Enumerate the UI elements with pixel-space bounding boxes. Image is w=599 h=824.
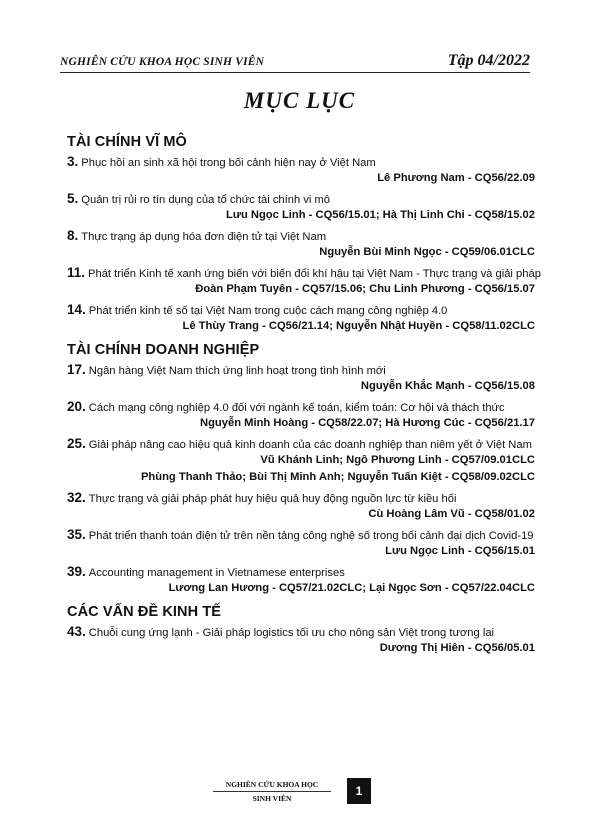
entry-title: Thực trạng áp dụng hóa đơn điện tử tại Việt Nam xyxy=(81,231,327,243)
toc-entry xyxy=(67,623,535,657)
entry-title: Quản trị rủi ro tín dụng của tổ chức tài chính vi mô xyxy=(81,194,331,206)
entry-title: Phát triển thanh toán điện tử trên nền tảng công nghệ số trong bối cảnh đại dịch Covid-19 xyxy=(88,530,534,542)
entry-authors: Phùng Thanh Thảo; Bùi Thị Minh Anh; Nguyễn Tuấn Kiệt - CQ58/09.02CLC xyxy=(140,471,535,483)
entry-authors: Lương Lan Hương - CQ57/21.02CLC; Lại Ngọc Sơn - CQ57/22.04CLC xyxy=(168,582,535,594)
table-of-contents xyxy=(67,131,541,660)
entry-title-line xyxy=(67,526,535,543)
entry-authors: Nguyễn Khắc Mạnh - CQ56/15.08 xyxy=(360,380,535,392)
entry-authors: Vũ Khánh Linh; Ngô Phương Linh - CQ57/09.01CLC xyxy=(260,454,535,466)
entry-page-number: 8. xyxy=(67,228,79,243)
entry-page-number: 11. xyxy=(67,265,86,280)
footer-journal-name xyxy=(213,779,331,804)
entry-title-line xyxy=(67,264,541,281)
entry-title-line xyxy=(67,153,535,170)
journal-name: NGHIÊN CỨU KHOA HỌC SINH VIÊN xyxy=(60,56,265,68)
header-divider xyxy=(60,72,530,73)
section-heading: TÀI CHÍNH DOANH NGHIỆP xyxy=(67,342,260,358)
toc-entry xyxy=(67,153,535,187)
entry-title: Phục hồi an sinh xã hội trong bối cảnh hiện nay ở Việt Nam xyxy=(81,157,376,169)
entry-authors: Lê Thùy Trang - CQ56/21.14; Nguyễn Nhật Huyền - CQ58/11.02CLC xyxy=(182,320,535,332)
page-number: 1 xyxy=(347,778,371,804)
toc-entry xyxy=(67,301,535,335)
entry-authors: Lê Phương Nam - CQ56/22.09 xyxy=(377,172,535,184)
entry-page-number: 14. xyxy=(67,302,86,317)
entry-authors: Nguyễn Bùi Minh Ngọc - CQ59/06.01CLC xyxy=(319,246,535,258)
footer-line-2: SINH VIÊN xyxy=(252,794,292,803)
entry-title: Giải pháp nâng cao hiệu quả kinh doanh của các doanh nghiệp than niêm yết ở Việt Nam xyxy=(88,439,532,451)
entry-page-number: 17. xyxy=(67,362,86,377)
entry-title-line xyxy=(67,227,535,244)
entry-authors: Dương Thị Hiên - CQ56/05.01 xyxy=(379,642,535,654)
entry-page-number: 39. xyxy=(67,564,86,579)
section-heading: CÁC VẤN ĐỀ KINH TẾ xyxy=(67,604,222,620)
entry-title: Ngân hàng Việt Nam thích ứng linh hoạt trong tình hình mới xyxy=(88,365,386,377)
entry-title-line xyxy=(67,190,535,207)
entry-page-number: 5. xyxy=(67,191,79,206)
entry-title-line xyxy=(67,489,535,506)
footer-line-1: NGHIÊN CỨU KHOA HỌC xyxy=(213,779,331,792)
entry-title-line xyxy=(67,623,535,640)
toc-entry xyxy=(67,227,535,261)
running-header xyxy=(60,52,530,74)
section-heading: TÀI CHÍNH VĨ MÔ xyxy=(67,134,187,150)
entry-title: Thực trạng và giải pháp phát huy hiệu quả huy động nguồn lực từ kiều hối xyxy=(88,493,457,505)
volume-label: Tập 04/2022 xyxy=(447,52,530,69)
page-title: MỤC LỤC xyxy=(243,88,356,113)
entry-title-line xyxy=(67,361,535,378)
entry-title: Cách mạng công nghiệp 4.0 đối với ngành kế toán, kiểm toán: Cơ hội và thách thức xyxy=(88,402,505,414)
entry-authors: Lưu Ngọc Linh - CQ56/15.01 xyxy=(385,545,535,557)
entry-authors: Cù Hoàng Lâm Vũ - CQ58/01.02 xyxy=(368,508,535,520)
entry-title-line xyxy=(67,563,535,580)
toc-entry xyxy=(67,489,535,523)
entry-title-line xyxy=(67,435,535,452)
entry-page-number: 43. xyxy=(67,624,86,639)
entry-title: Chuỗi cung ứng lạnh - Giải pháp logistics tối ưu cho nông sản Việt trong tương lai xyxy=(88,627,495,639)
entry-page-number: 25. xyxy=(67,436,86,451)
entry-title: Phát triển Kinh tế xanh ứng biến với biến đổi khí hậu tại Việt Nam - Thực trạng và giải pháp xyxy=(88,268,541,280)
entry-authors: Lưu Ngọc Linh - CQ56/15.01; Hà Thị Linh Chi - CQ58/15.02 xyxy=(226,209,535,221)
entry-page-number: 32. xyxy=(67,490,86,505)
entry-page-number: 35. xyxy=(67,527,86,542)
toc-entry xyxy=(67,563,535,597)
entry-page-number: 3. xyxy=(67,154,79,169)
toc-entry xyxy=(67,526,535,560)
entry-page-number: 20. xyxy=(67,399,86,414)
entry-authors: Nguyễn Minh Hoàng - CQ58/22.07; Hà Hương Cúc - CQ56/21.17 xyxy=(200,417,535,429)
entry-title-line xyxy=(67,398,535,415)
toc-entry xyxy=(67,190,535,224)
entry-authors: Đoàn Phạm Tuyên - CQ57/15.06; Chu Linh Phương - CQ56/15.07 xyxy=(195,283,535,295)
toc-entry xyxy=(67,264,541,298)
entry-title: Accounting management in Vietnamese enterprises xyxy=(88,567,345,579)
toc-entry xyxy=(67,435,535,486)
toc-entry xyxy=(67,361,535,395)
toc-entry xyxy=(67,398,535,432)
page-footer xyxy=(213,776,383,810)
entry-title: Phát triển kinh tế số tại Việt Nam trong cuộc cách mạng công nghiệp 4.0 xyxy=(88,305,448,317)
entry-title-line xyxy=(67,301,535,318)
